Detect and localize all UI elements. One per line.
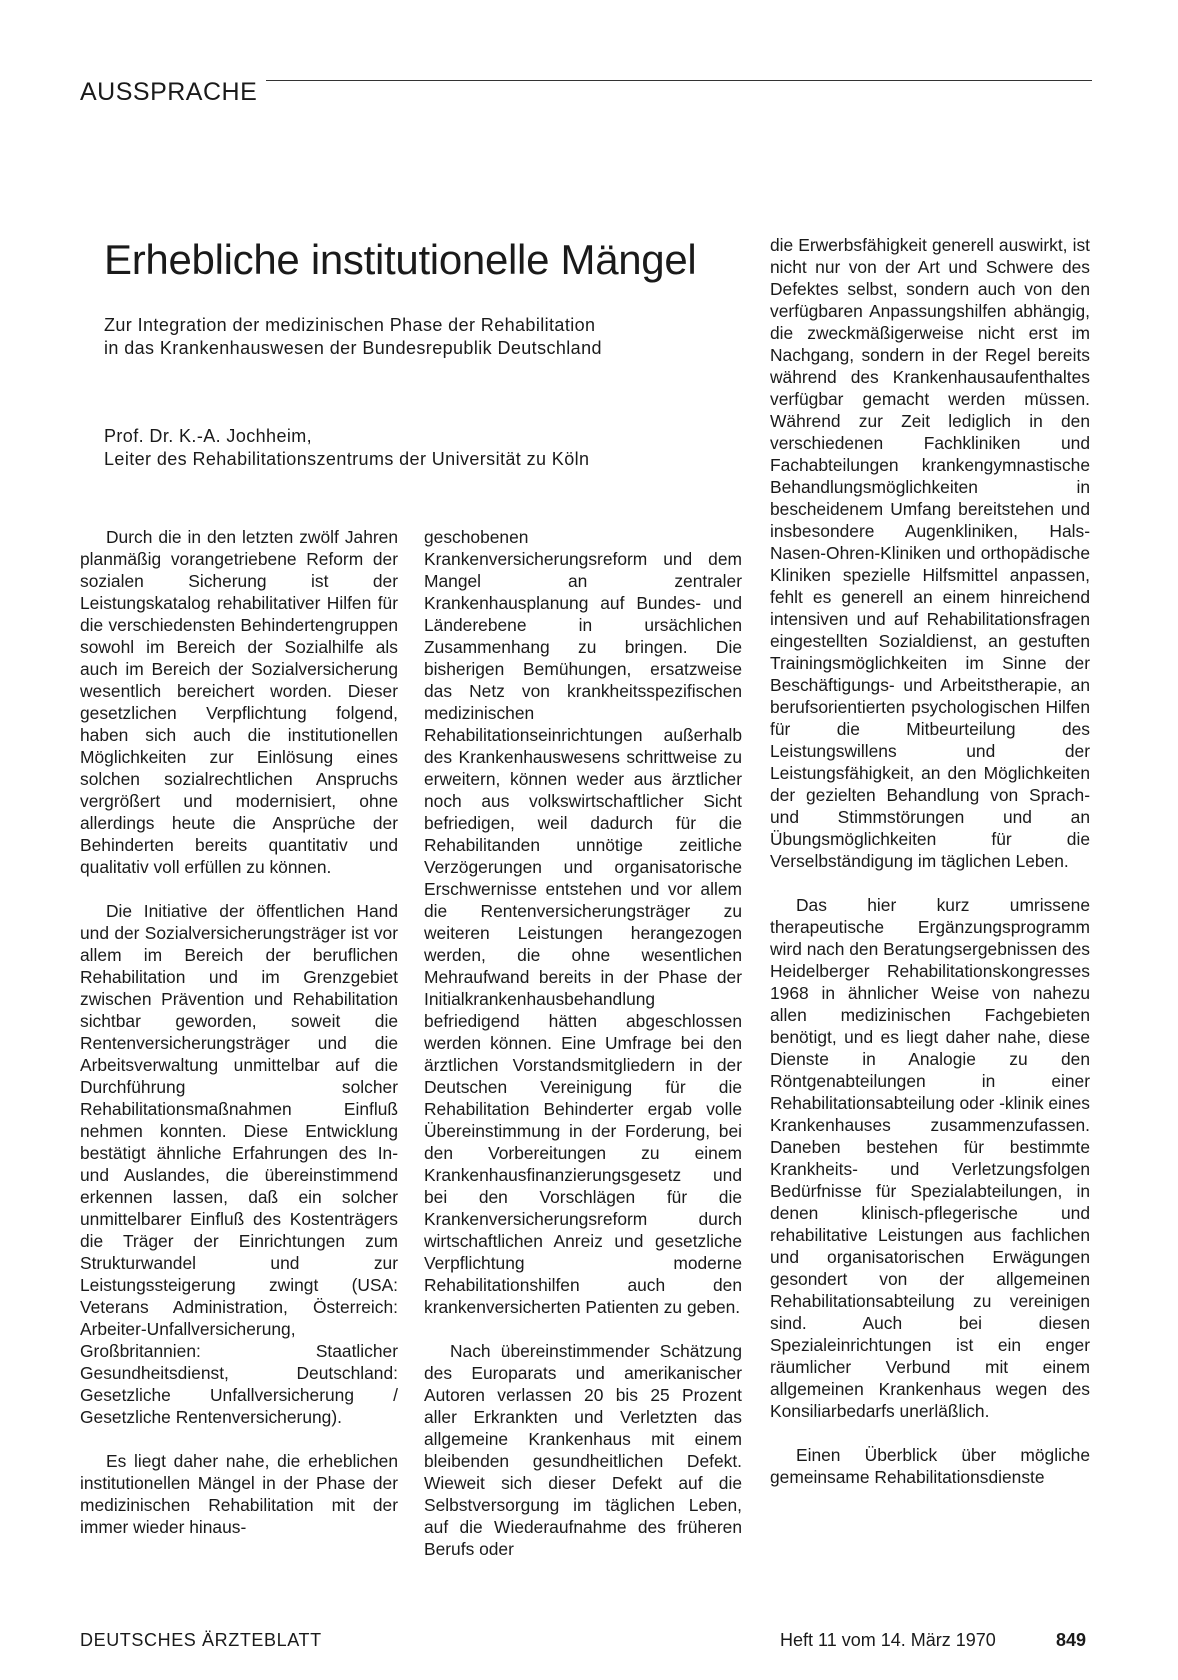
author-block [104, 425, 764, 471]
page-number: 849 [1056, 1630, 1087, 1650]
paragraph: Das hier kurz umrissene therapeutische Ergänzungsprogramm wird nach den Beratungsergebnissen des Heidelberger Rehabilitationskongresses 1968 in ähnlicher Weise von nahezu allen medizinischen Fachgebieten benötigt, und es liegt daher nahe, diese Dienste in Analogie zu den Röntgenabteilungen in einer Rehabilitationsabteilung oder -klinik eines Krankenhauses zusammenzufassen. Daneben bestehen für bestimmte Krankheits- und Verletzungsfolgen Bedürfnisse für Spezialabteilungen, in denen klinisch-pflegerische und rehabilitative Leistungen aus fachlichen und organisatorischen Erwägungen gesondert von der allgemeinen Rehabilitationsabteilung zu vereinigen sind. Auch bei diesen Spezialeinrichtungen ist ein enger räumlicher Verbund mit einem allgemeinen Krankenhaus wegen des Konsiliarbedarfs unerläßlich. [770, 895, 1091, 1421]
author-affiliation: Leiter des Rehabilitationszentrums der Universität zu Köln [104, 449, 590, 469]
subtitle-line-2: in das Krankenhauswesen der Bundesrepublik Deutschland [104, 338, 602, 358]
paragraph-continued: geschobenen Krankenversicherungsreform und dem Mangel an zentraler Krankenhausplanung auf Bundes- und Länderebene in ursächlichen Zusammenhang zu bringen. Die bisherigen Bemühungen, ersatzweise das Netz von krankheitsspezifischen medizinischen Rehabilitationseinrichtungen außerhalb des Krankenhauswesens schrittweise zu erweitern, können weder aus ärztlicher noch aus volkswirtschaftlicher Sicht befriedigen, weil dadurch für die Rehabilitanden unnötige zeitliche Verzögerungen und organisatorische Erschwernisse entstehen und vor allem die Rentenversicherungsträger zu weiteren Leistungen herangezogen werden, die ohne wesentlichen Mehraufwand bereits in der Phase der Initialkrankenhausbehandlung befriedigend hätten abgeschlossen werden können. Eine Umfrage bei den ärztlichen Vorstandsmitgliedern in der Deutschen Vereinigung für die Rehabilitation Behinderter ergab volle Übereinstimmung in der Forderung, bei den Vorbereitungen zu einem Krankenhausfinanzierungsgesetz und bei den Vorschlägen für die Krankenversicherungsreform durch wirtschaftlichen Anreiz und gesetzliche Verpflichtung moderne Rehabilitationshilfen auch den krankenversicherten Patienten zu geben. [424, 527, 742, 1317]
paragraph: Einen Überblick über mögliche gemeinsame Rehabilitationsdienste [770, 1445, 1090, 1487]
subtitle-line-1: Zur Integration der medizinischen Phase der Rehabilitation [104, 315, 596, 335]
paragraph: Durch die in den letzten zwölf Jahren planmäßig vorangetriebene Reform der sozialen Sicherung ist der Leistungskatalog rehabilitativer Hilfen für die verschiedensten Behindertengruppen sowohl im Bereich der Sozialhilfe als auch im Bereich der Sozialversicherung wesentlich bereichert worden. Dieser gesetzlichen Verpflichtung folgend, haben sich auch die institutionellen Möglichkeiten zur Einlösung eines solchen sozialrechtlichen Anspruchs vergrößert und modernisiert, ohne allerdings heute die Ansprüche der Behinderten bereits quantitativ und qualitativ voll erfüllen zu können. [80, 527, 398, 877]
author-name: Prof. Dr. K.-A. Jochheim, [104, 426, 313, 446]
paragraph: Es liegt daher nahe, die erheblichen institutionellen Mängel in der Phase der medizinischen Rehabilitation mit der immer wieder hinaus- [80, 1451, 398, 1537]
text-column-2 [424, 526, 742, 1560]
footer-journal-name: DEUTSCHES ÄRZTEBLATT [80, 1630, 322, 1650]
article-title: Erhebliche institutionelle Mängel [104, 236, 697, 283]
paragraph: Die Initiative der öffentlichen Hand und der Sozialversicherungsträger ist vor allem im Bereich der beruflichen Rehabilitation und im Grenzgebiet zwischen Prävention und Rehabilitation sichtbar geworden, soweit die Rentenversicherungsträger und die Arbeitsverwaltung unmittelbar auf die Durchführung solcher Rehabilitationsmaßnahmen Einfluß nehmen konnten. Diese Entwicklung bestätigt ähnliche Erfahrungen des In- und Auslandes, die übereinstimmend erkennen lassen, daß ein solcher unmittelbarer Einfluß des Kostenträgers die Träger der Einrichtungen zum Strukturwandel und zur Leistungssteigerung zwingt (USA: Veterans Administration, Österreich: Arbeiter-Unfallversicherung, Großbritannien: Staatlicher Gesundheitsdienst, Deutschland: Gesetzliche Unfallversicherung / Gesetzliche Rentenversicherung). [80, 901, 398, 1427]
article-subtitle [104, 314, 764, 360]
text-column-3 [770, 234, 1090, 1488]
paragraph-continued: die Erwerbsfähigkeit generell auswirkt, ist nicht nur von der Art und Schwere des Defektes selbst, sondern auch von den verfügbaren Anpassungshilfen abhängig, die zweckmäßigerweise nicht erst im Nachgang, sondern in der Regel bereits während des Krankenhausaufenthaltes verfügbar gemacht werden müssen. Während zur Zeit lediglich in den verschiedenen Fachkliniken und Fachabteilungen krankengymnastische Behandlungsmöglichkeiten in bescheidenem Umfang bereitstehen und insbesondere Augenkliniken, Hals-Nasen-Ohren-Kliniken und orthopädische Kliniken spezielle Hilfsmittel anpassen, fehlt es generell an einem hinreichend intensiven und auf Rehabilitationsfragen eingestellten Sozialdienst, an gestuften Trainingsmöglichkeiten im Sinne der Beschäftigungs- und Arbeitstherapie, an berufsorientierten psychologischen Hilfen für die Mitbeurteilung des Leistungswillens und der Leistungsfähigkeit, an den Möglichkeiten der gezielten Behandlung von Sprach- und Stimmstörungen und an Übungsmöglichkeiten für die Verselbständigung im täglichen Leben. [770, 235, 1090, 871]
header-rule [266, 80, 1092, 81]
paragraph: Nach übereinstimmender Schätzung des Europarats und amerikanischer Autoren verlassen 20 bis 25 Prozent aller Erkrankten und Verletzten das allgemeine Krankenhaus mit einem bleibenden gesundheitlichen Defekt. Wieweit sich dieser Defekt auf die Selbstversorgung im täglichen Leben, auf die Wiederaufnahme des früheren Berufs oder [424, 1341, 742, 1559]
section-label: AUSSPRACHE [80, 78, 258, 106]
text-column-1 [80, 526, 398, 1538]
footer-issue: Heft 11 vom 14. März 1970 [780, 1630, 996, 1650]
